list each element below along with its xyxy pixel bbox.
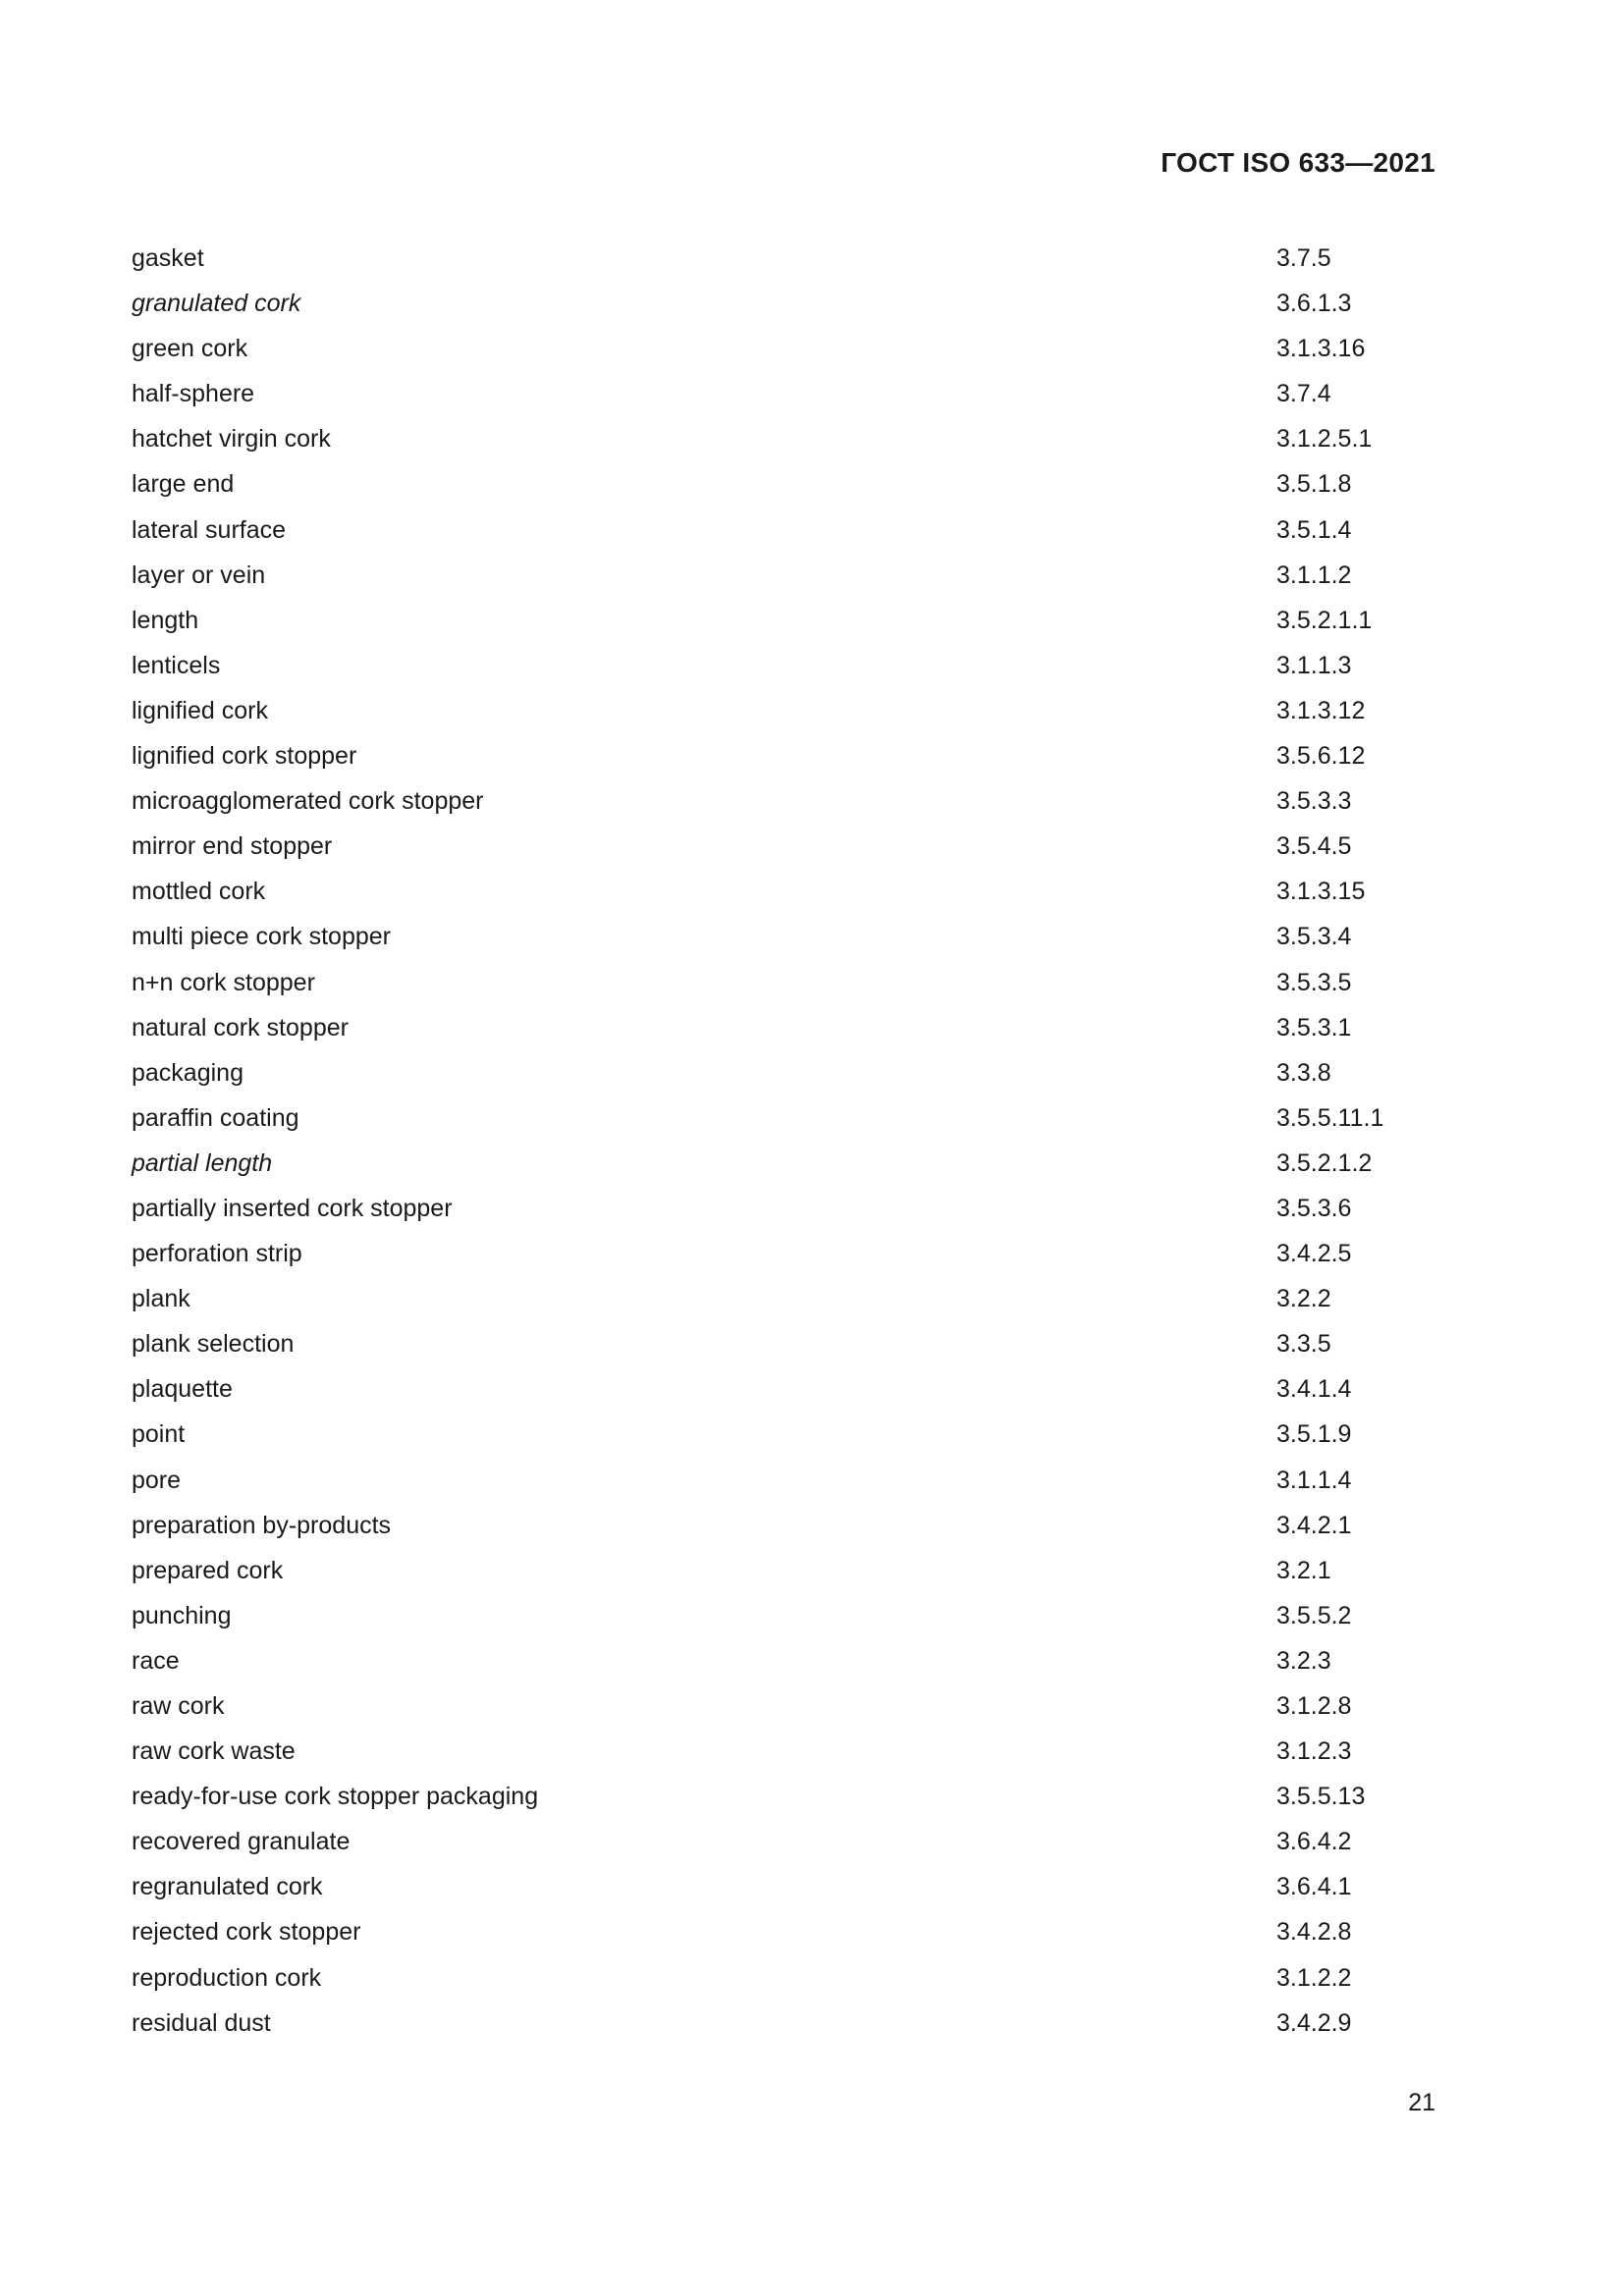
index-entry [132, 824, 1388, 869]
index-term: mottled cork [132, 878, 266, 906]
index-ref-number: 3.5.1.9 [1276, 1420, 1352, 1449]
index-entry [132, 1050, 1388, 1095]
index-term: lateral surface [132, 515, 287, 544]
index-entry [132, 778, 1388, 824]
index-ref-number: 3.1.1.2 [1276, 561, 1352, 589]
index-ref-number: 3.2.1 [1276, 1556, 1331, 1584]
index-ref-number: 3.5.3.3 [1276, 787, 1352, 816]
index-entry [132, 1095, 1388, 1141]
index-entry [132, 1774, 1388, 1819]
index-ref-number: 3.1.1.3 [1276, 651, 1352, 679]
index-term: recovered granulate [132, 1828, 351, 1856]
index-term: microagglomerated cork stopper [132, 787, 484, 816]
index-entry [132, 1321, 1388, 1366]
index-term: residual dust [132, 2008, 271, 2037]
index-ref-number: 3.1.1.4 [1276, 1466, 1352, 1494]
index-entry [132, 1231, 1388, 1276]
index-term: natural cork stopper [132, 1013, 349, 1041]
index-entry [132, 236, 1388, 281]
index-ref-number: 3.1.2.2 [1276, 1963, 1352, 1992]
index-ref-number: 3.5.6.12 [1276, 742, 1366, 771]
index-term: length [132, 606, 199, 634]
index-term: pore [132, 1466, 182, 1494]
index-entry [132, 1005, 1388, 1050]
index-entry [132, 1186, 1388, 1231]
index-term: prepared cork [132, 1556, 284, 1584]
index-entry [132, 598, 1388, 643]
index-ref-number: 3.5.5.11.1 [1276, 1103, 1384, 1132]
index-term: reproduction cork [132, 1963, 322, 1992]
index-entry [132, 553, 1388, 598]
index-ref-number: 3.2.2 [1276, 1285, 1331, 1313]
index-ref-number: 3.1.2.3 [1276, 1737, 1352, 1766]
index-term: hatchet virgin cork [132, 425, 331, 454]
index-ref-number: 3.5.5.2 [1276, 1601, 1352, 1629]
index-ref-number: 3.7.5 [1276, 244, 1331, 272]
index-entry [132, 1412, 1388, 1457]
term-index-list [132, 236, 1388, 2046]
index-ref-number: 3.2.3 [1276, 1646, 1331, 1675]
index-term: perforation strip [132, 1240, 302, 1268]
index-ref-number: 3.5.1.4 [1276, 515, 1352, 544]
document-header: ГОСТ ISO 633—2021 [1161, 147, 1435, 178]
index-ref-number: 3.4.2.5 [1276, 1240, 1352, 1268]
index-ref-number: 3.6.4.1 [1276, 1873, 1352, 1901]
index-term: regranulated cork [132, 1873, 323, 1901]
index-ref-number: 3.1.3.15 [1276, 878, 1366, 906]
index-entry [132, 1729, 1388, 1774]
index-term: paraffin coating [132, 1103, 299, 1132]
index-ref-number: 3.4.2.1 [1276, 1511, 1352, 1539]
index-ref-number: 3.4.2.9 [1276, 2008, 1352, 2037]
index-term: point [132, 1420, 186, 1449]
index-term: layer or vein [132, 561, 266, 589]
index-entry [132, 1683, 1388, 1729]
index-entry [132, 960, 1388, 1005]
index-term: mirror end stopper [132, 832, 333, 861]
index-entry [132, 281, 1388, 326]
index-term: lignified cork stopper [132, 742, 357, 771]
index-ref-number: 3.7.4 [1276, 380, 1331, 408]
index-term: partial length [132, 1148, 273, 1177]
index-entry [132, 1819, 1388, 1864]
index-ref-number: 3.5.4.5 [1276, 832, 1352, 861]
index-ref-number: 3.1.2.5.1 [1276, 425, 1373, 454]
index-ref-number: 3.5.3.4 [1276, 923, 1352, 951]
index-entry [132, 507, 1388, 553]
index-ref-number: 3.4.2.8 [1276, 1918, 1352, 1947]
index-ref-number: 3.5.3.5 [1276, 968, 1352, 996]
index-term: gasket [132, 244, 204, 272]
index-ref-number: 3.1.3.16 [1276, 335, 1366, 363]
index-term: raw cork [132, 1692, 225, 1720]
index-ref-number: 3.5.1.8 [1276, 470, 1352, 499]
index-term: race [132, 1646, 180, 1675]
index-entry [132, 1864, 1388, 1909]
index-term: green cork [132, 335, 248, 363]
index-entry [132, 1593, 1388, 1638]
index-entry [132, 1458, 1388, 1503]
index-entry [132, 1503, 1388, 1548]
index-entry [132, 326, 1388, 371]
index-ref-number: 3.1.3.12 [1276, 696, 1366, 724]
index-ref-number: 3.6.4.2 [1276, 1828, 1352, 1856]
index-entry [132, 1909, 1388, 1954]
index-term: ready-for-use cork stopper packaging [132, 1783, 539, 1811]
index-term: plaquette [132, 1375, 233, 1404]
index-ref-number: 3.3.5 [1276, 1330, 1331, 1359]
index-ref-number: 3.6.1.3 [1276, 290, 1352, 318]
index-ref-number: 3.5.3.1 [1276, 1013, 1352, 1041]
index-ref-number: 3.4.1.4 [1276, 1375, 1352, 1404]
index-ref-number: 3.5.2.1.1 [1276, 606, 1373, 634]
index-term: preparation by-products [132, 1511, 392, 1539]
index-entry [132, 1276, 1388, 1321]
index-entry [132, 1366, 1388, 1412]
index-entry [132, 416, 1388, 461]
index-term: punching [132, 1601, 232, 1629]
index-entry [132, 2001, 1388, 2046]
index-ref-number: 3.5.2.1.2 [1276, 1148, 1373, 1177]
index-term: half-sphere [132, 380, 255, 408]
index-entry [132, 1955, 1388, 2001]
index-ref-number: 3.5.5.13 [1276, 1783, 1366, 1811]
index-entry [132, 371, 1388, 416]
index-term: partially inserted cork stopper [132, 1194, 453, 1222]
index-ref-number: 3.1.2.8 [1276, 1692, 1352, 1720]
index-entry [132, 1638, 1388, 1683]
index-term: n+n cork stopper [132, 968, 315, 996]
index-term: raw cork waste [132, 1737, 296, 1766]
index-term: plank [132, 1285, 190, 1313]
index-term: granulated cork [132, 290, 301, 318]
page-number: 21 [1408, 2089, 1435, 2116]
index-term: rejected cork stopper [132, 1918, 361, 1947]
index-entry [132, 688, 1388, 733]
index-term: multi piece cork stopper [132, 923, 392, 951]
index-term: large end [132, 470, 235, 499]
index-term: packaging [132, 1058, 244, 1087]
index-entry [132, 1548, 1388, 1593]
index-ref-number: 3.3.8 [1276, 1058, 1331, 1087]
index-term: plank selection [132, 1330, 295, 1359]
index-term: lenticels [132, 651, 221, 679]
index-entry [132, 461, 1388, 507]
index-entry [132, 914, 1388, 959]
index-ref-number: 3.5.3.6 [1276, 1194, 1352, 1222]
index-entry [132, 869, 1388, 914]
index-entry [132, 1141, 1388, 1186]
index-entry [132, 643, 1388, 688]
index-entry [132, 733, 1388, 778]
index-term: lignified cork [132, 696, 268, 724]
